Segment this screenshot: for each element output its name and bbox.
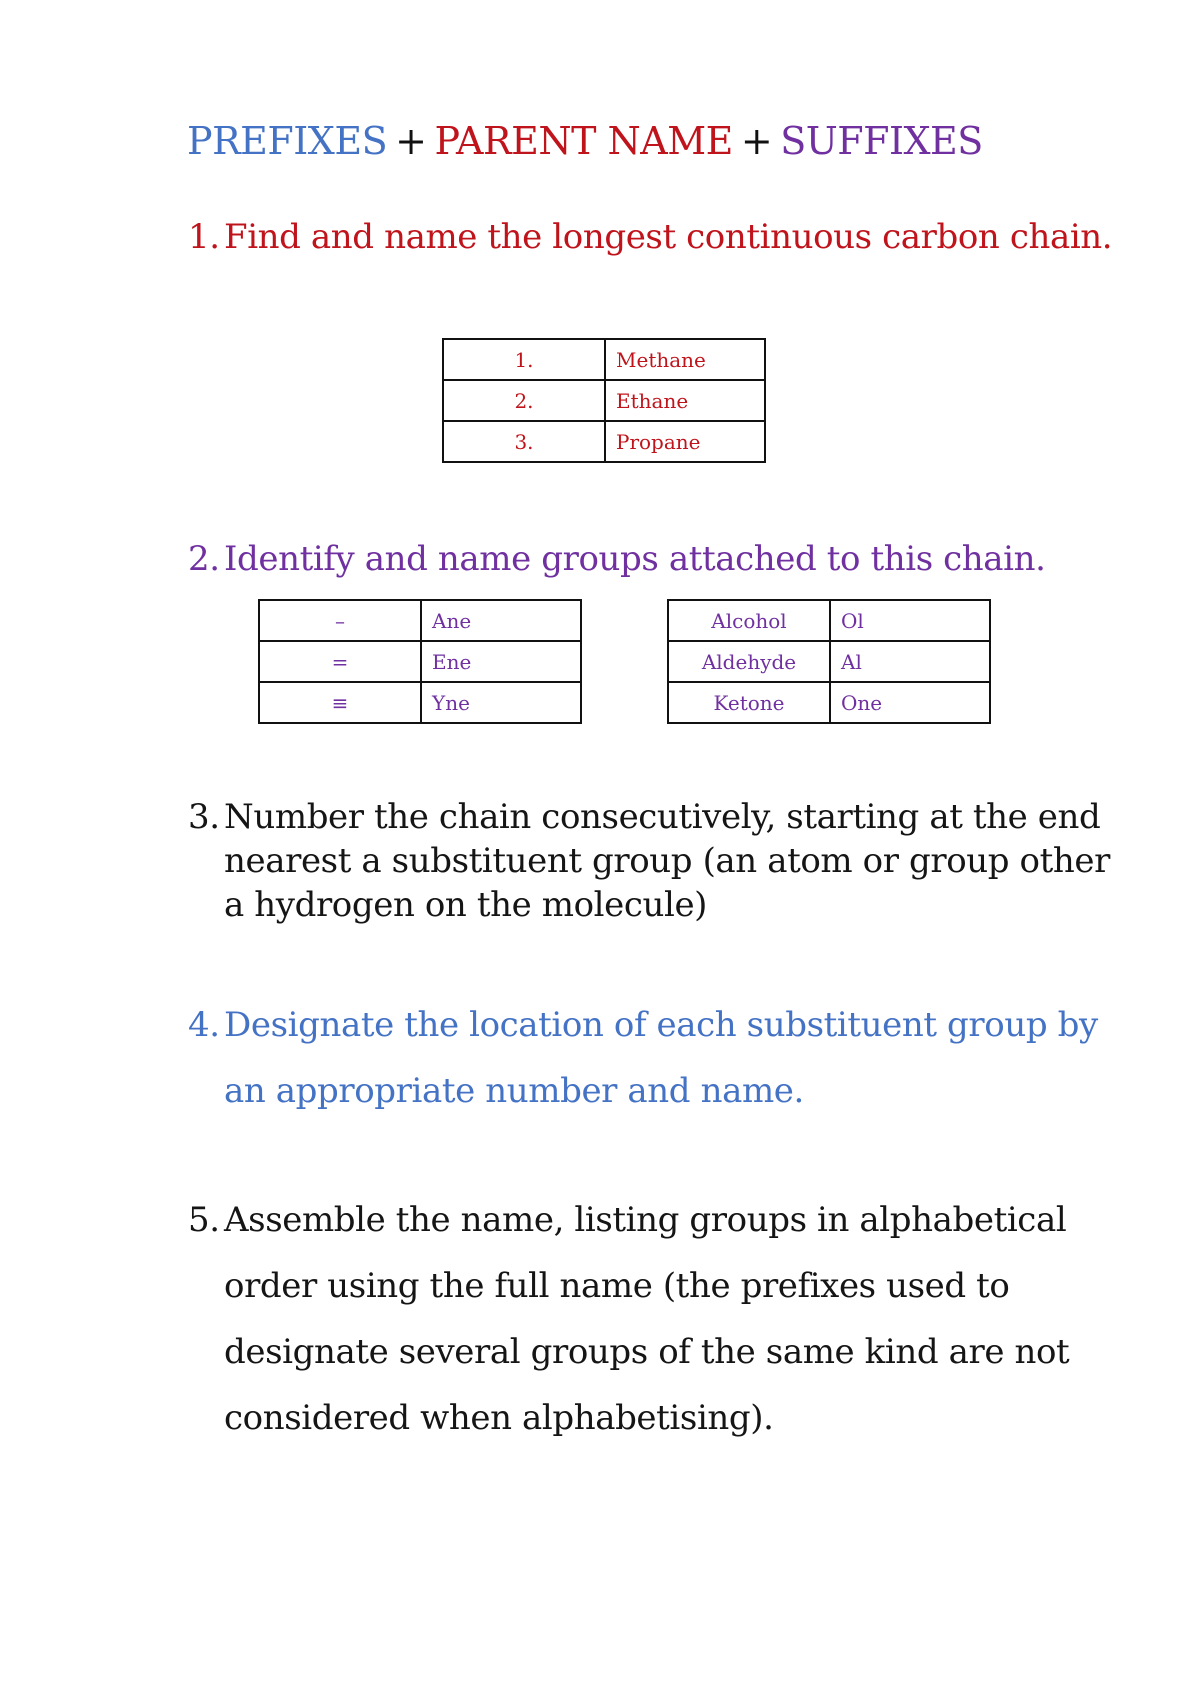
table-cell: ≡: [259, 682, 421, 723]
step-4-text: Designate the location of each substituent group by an appropriate number and name.: [224, 1005, 1098, 1111]
step-2-number: 2.: [188, 539, 220, 579]
table-row: [259, 600, 581, 641]
step-1-text: Find and name the longest continuous carbon chain.: [224, 217, 1113, 257]
step-5-number: 5.: [188, 1200, 220, 1240]
table-cell: Alcohol: [668, 600, 830, 641]
table-cell: Aldehyde: [668, 641, 830, 682]
table-cell: Ethane: [605, 380, 765, 421]
step-2: [188, 534, 1128, 584]
bond-suffix-table: [258, 599, 582, 724]
chain-names-table: [442, 338, 766, 463]
step-2-text: Identify and name groups attached to this chain.: [224, 539, 1046, 579]
title-parent-name: PARENT NAME: [434, 119, 733, 163]
step-5: [188, 1187, 1128, 1451]
step-4-number: 4.: [188, 1005, 220, 1045]
step-1: [188, 204, 1128, 270]
functional-group-table: [667, 599, 991, 724]
title-prefixes: PREFIXES: [187, 119, 388, 163]
table-cell: Methane: [605, 339, 765, 380]
table-cell: Ketone: [668, 682, 830, 723]
step-4: [188, 992, 1128, 1124]
table-row: [668, 600, 990, 641]
table-row: [259, 682, 581, 723]
title-plus-1: +: [395, 119, 427, 163]
step-5-text: Assemble the name, listing groups in alphabetical order using the full name (the prefixes used to designate several groups of the same kind are not considered when alphabetising).: [224, 1200, 1070, 1438]
table-cell: Propane: [605, 421, 765, 462]
table-cell: One: [830, 682, 990, 723]
table-row: [443, 339, 765, 380]
table-cell: Ane: [421, 600, 581, 641]
title-suffixes: SUFFIXES: [780, 119, 983, 163]
table-cell: Ene: [421, 641, 581, 682]
step-3-number: 3.: [188, 797, 220, 837]
table-cell: Yne: [421, 682, 581, 723]
table-row: [443, 421, 765, 462]
table-cell: 3.: [443, 421, 605, 462]
table-row: [259, 641, 581, 682]
table-cell: Al: [830, 641, 990, 682]
table-row: [668, 682, 990, 723]
step-1-number: 1.: [188, 217, 220, 257]
table-cell: 1.: [443, 339, 605, 380]
table-cell: Ol: [830, 600, 990, 641]
table-row: [443, 380, 765, 421]
table-row: [668, 641, 990, 682]
table-cell: =: [259, 641, 421, 682]
step-3-text: Number the chain consecutively, starting at the end nearest a substituent group (an atom or group other a hydrogen on the molecule): [224, 797, 1110, 925]
table-cell: 2.: [443, 380, 605, 421]
table-cell: –: [259, 600, 421, 641]
step-3: [188, 795, 1128, 927]
page-title: [187, 116, 983, 166]
title-plus-2: +: [740, 119, 773, 163]
